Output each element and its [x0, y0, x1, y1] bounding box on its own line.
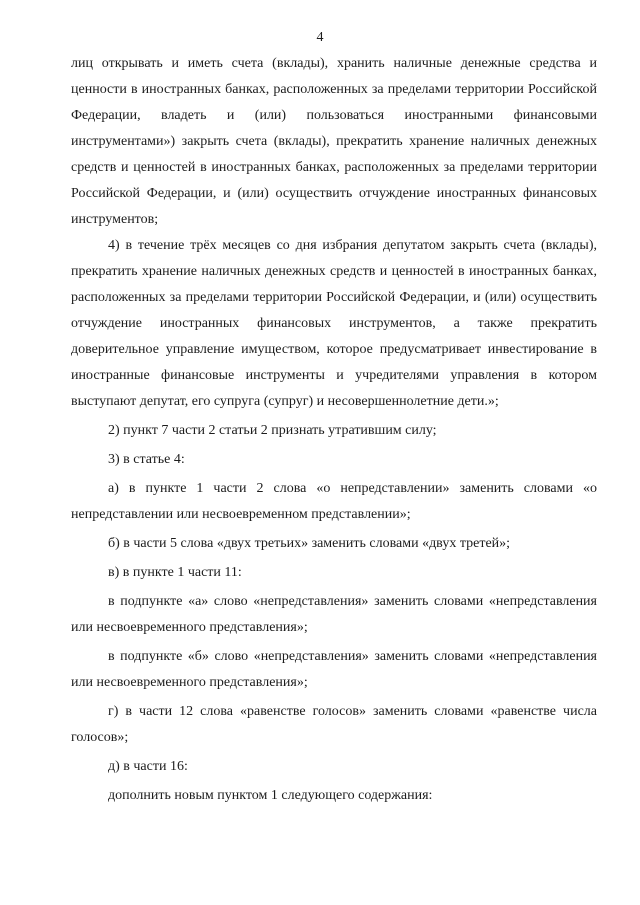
paragraph-item-3-article-4: 3) в статье 4:	[108, 452, 185, 467]
paragraph-item-2-repeal: 2) пункт 7 части 2 статьи 2 признать утратившим силу;	[108, 423, 437, 438]
paragraph-subitem-d: д) в части 16:	[108, 759, 188, 774]
document-body	[71, 51, 597, 809]
paragraph-subitem-a: а) в пункте 1 части 2 слова «о непредставлении» заменить словами «о непредставлении или несвоевременном представлении»;	[71, 481, 597, 522]
page-number: 4	[316, 30, 324, 45]
paragraph-continuation: лиц открывать и иметь счета (вклады), хранить наличные денежные средства и ценности в иностранных банках, расположенных за пределами территории Российской Федерации, владеть и (или) пользоваться иностранными финансовыми инструментами») закрыть счета (вклады), прекратить хранение наличных денежных средств и ценностей в иностранных банках, расположенных за пределами территории Российской Федерации, и (или) осуществить отчуждение иностранных финансовых инструментов;	[71, 56, 597, 227]
paragraph-add-point: дополнить новым пунктом 1 следующего содержания:	[108, 788, 433, 803]
paragraph-subitem-b: б) в части 5 слова «двух третьих» заменить словами «двух третей»;	[108, 536, 511, 551]
paragraph-subpoint-b: в подпункте «б» слово «непредставления» заменить словами «непредставления или несвоевременного представления»;	[71, 649, 597, 690]
paragraph-item-4: 4) в течение трёх месяцев со дня избрания депутатом закрыть счета (вклады), прекратить хранение наличных денежных средств и ценностей в иностранных банках, расположенных за пределами территории Российской Федерации, и (или) осуществить отчуждение иностранных финансовых инструментов, а также прекратить доверительное управление имуществом, которое предусматривает инвестирование в иностранные финансовые инструменты и учредителями управления в котором выступают депутат, его супруга (супруг) и несовершеннолетние дети.»;	[71, 238, 597, 409]
paragraph-subitem-g: г) в части 12 слова «равенстве голосов» заменить словами «равенстве числа голосов»;	[71, 704, 597, 745]
paragraph-subitem-v: в) в пункте 1 части 11:	[108, 565, 242, 580]
paragraph-subpoint-a: в подпункте «а» слово «непредставления» заменить словами «непредставления или несвоевременного представления»;	[71, 594, 597, 635]
